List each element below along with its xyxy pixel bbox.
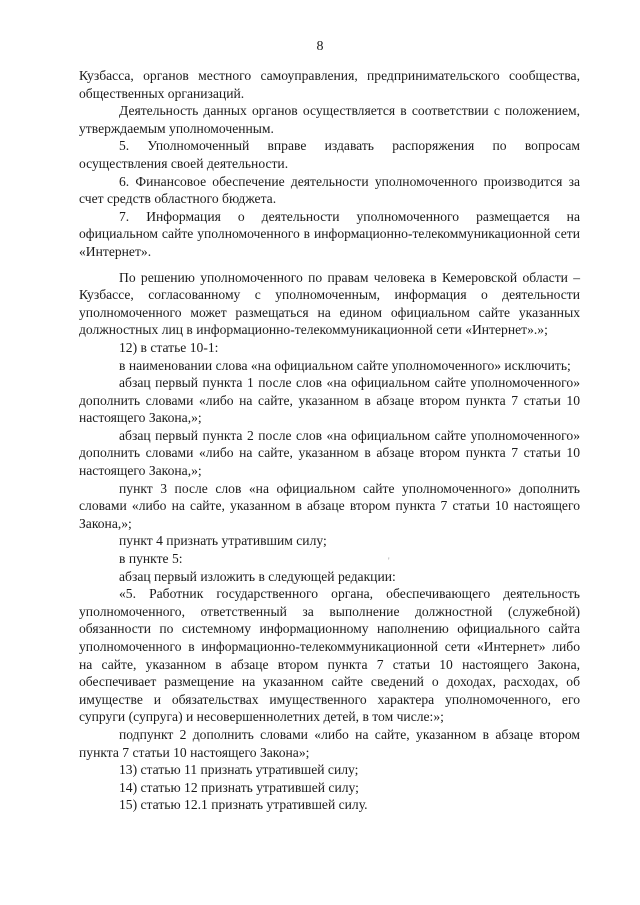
paragraph-activity: Деятельность данных органов осуществляется в соответствии с положением, утверждаемым уполномоченным. <box>79 103 580 136</box>
paragraph-item-5: 5. Уполномоченный вправе издавать распоряжения по вопросам осуществления своей деятельности. <box>79 138 580 171</box>
page-number: 8 <box>316 39 324 54</box>
paragraph-article-10-1: 12) в статье 10-1: <box>119 339 219 355</box>
document-body <box>79 67 580 814</box>
paragraph-point-1: абзац первый пункта 1 после слов «на официальном сайте уполномоченного» дополнить словами «либо на сайте, указанном в абзаце втором пункта 7 статьи 10 настоящего Закона,»; <box>79 375 580 426</box>
paragraph-decision: По решению уполномоченного по правам человека в Кемеровской области – Кузбассе, согласованному с уполномоченным, информация о деятельности уполномоченного может размещаться на едином официальном сайте указанных должностных лиц в информационно-телекоммуникационной сети «Интернет».»; <box>79 269 580 338</box>
paragraph-continuation: Кузбасса, органов местного самоуправления, предпринимательского сообщества, общественных организаций. <box>79 68 580 101</box>
stray-mark: ' <box>388 556 390 566</box>
paragraph-quoted-item-5: «5. Работник государственного органа, обеспечивающего деятельность уполномоченного, ответственный за выполнение должностной (служебной) обязанности по системному информационному наполнению официального сайта уполномоченного в информационно-телекоммуникационной сети «Интернет» либо на сайте, указанном в абзаце втором пункта 7 статьи 10 настоящего Закона, обеспечивает размещение на указанном сайте сведений о доходах, расходах, об имуществе и обязательствах имущественного характера уполномоченного, его супруги (супруга) и несовершеннолетних детей, в том числе:»; <box>79 586 580 725</box>
paragraph-point-3: пункт 3 после слов «на официальном сайте уполномоченного» дополнить словами «либо на сайте, указанном в абзаце втором пункта 7 статьи 10 настоящего Закона,»; <box>79 480 580 531</box>
paragraph-item-14: 14) статью 12 признать утратившей силу; <box>119 779 359 795</box>
paragraph-item-13: 13) статью 11 признать утратившей силу; <box>119 762 359 778</box>
paragraph-item-7: 7. Информация о деятельности уполномоченного размещается на официальном сайте уполномоченного в информационно-телекоммуникационной сети «Интернет». <box>79 208 580 259</box>
paragraph-new-wording: абзац первый изложить в следующей редакции: <box>119 568 396 584</box>
paragraph-title-change: в наименовании слова «на официальном сайте уполномоченного» исключить; <box>119 357 571 373</box>
paragraph-point-2: абзац первый пункта 2 после слов «на официальном сайте уполномоченного» дополнить словами «либо на сайте, указанном в абзаце втором пункта 7 статьи 10 настоящего Закона,»; <box>79 427 580 479</box>
paragraph-item-15: 15) статью 12.1 признать утратившей силу. <box>119 797 368 813</box>
paragraph-item-6: 6. Финансовое обеспечение деятельности уполномоченного производится за счет средств областного бюджета. <box>79 173 580 207</box>
paragraph-subpoint-2: подпункт 2 дополнить словами «либо на сайте, указанном в абзаце втором пункта 7 статьи 10 настоящего Закона»; <box>79 726 580 760</box>
paragraph-point-4: пункт 4 признать утратившим силу; <box>119 533 327 549</box>
paragraph-point-5: в пункте 5: <box>119 551 183 567</box>
